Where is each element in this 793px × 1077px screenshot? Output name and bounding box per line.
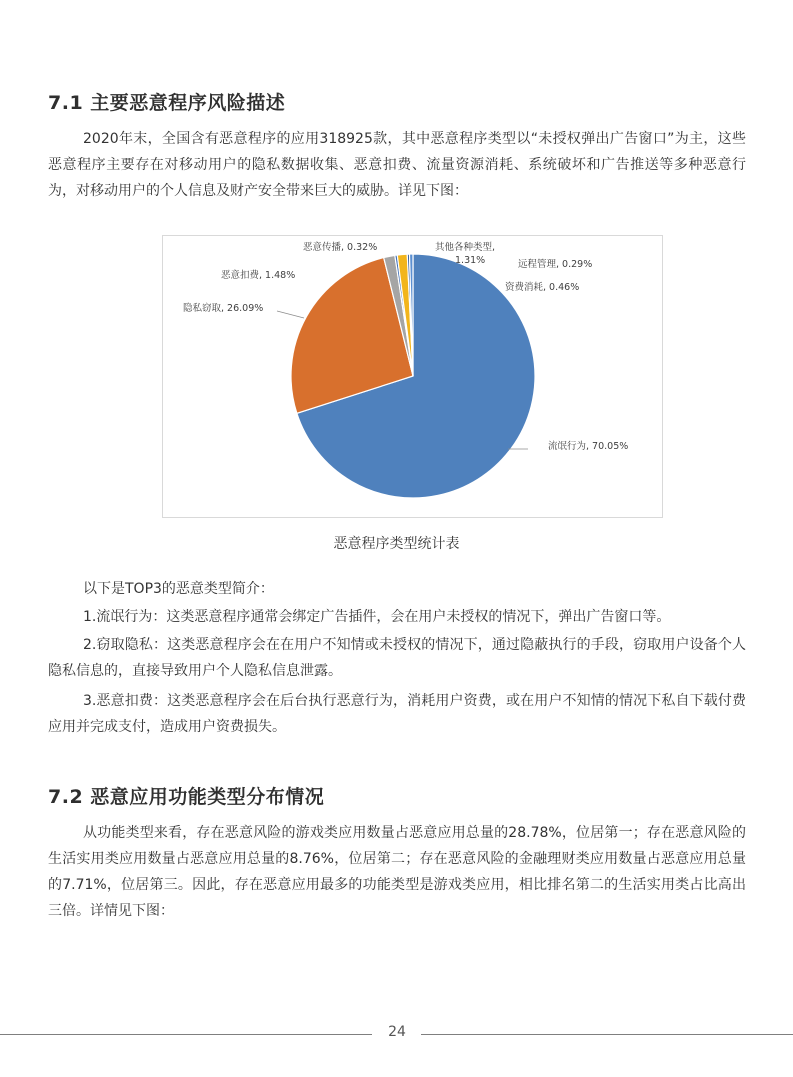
- pie-label-6: 资费消耗, 0.46%: [505, 282, 580, 293]
- top3-item-1: 1.流氓行为：这类恶意程序通常会绑定广告插件，会在用户未授权的情况下，弹出广告窗口等。: [83, 609, 671, 625]
- footer-rule-left: [0, 1034, 372, 1035]
- pie-label-2: 恶意扣费, 1.48%: [221, 270, 296, 281]
- page-number: 24: [388, 1024, 406, 1040]
- section-7-1-title: 7.1 主要恶意程序风险描述: [48, 92, 286, 114]
- leader-line-1: [277, 311, 304, 318]
- top3-item-2: 2.窃取隐私：这类恶意程序会在在用户不知情或未授权的情况下，通过隐蔽执行的手段，窃取用户设备个人隐私信息的，直接导致用户个人隐私信息泄露。: [48, 637, 746, 679]
- pie-chart: [163, 236, 662, 517]
- section-7-1-intro: 2020年末，全国含有恶意程序的应用318925款，其中恶意程序类型以“未授权弹出广告窗口”为主，这些恶意程序主要存在对移动用户的隐私数据收集、恶意扣费、流量资源消耗、系统破坏和广告推送等多种恶意行为，对移动用户的个人信息及财产安全带来巨大的威胁。详见下图：: [48, 131, 746, 199]
- footer-rule-right: [421, 1034, 793, 1035]
- top3-item-3: 3.恶意扣费：这类恶意程序会在后台执行恶意行为，消耗用户资费，或在用户不知情的情况下私自下载付费应用并完成支付，造成用户资费损失。: [48, 693, 746, 735]
- pie-label-1: 隐私窃取, 26.09%: [183, 303, 264, 314]
- pie-label-0: 流氓行为, 70.05%: [548, 441, 629, 452]
- top3-intro: 以下是TOP3的恶意类型简介：: [83, 581, 274, 597]
- pie-label-4-line2: 1.31%: [455, 255, 486, 266]
- pie-label-3: 恶意传播, 0.32%: [303, 242, 378, 253]
- pie-label-4: 其他各种类型,: [435, 242, 496, 253]
- pie-label-5: 远程管理, 0.29%: [518, 259, 593, 270]
- chart-caption: 恶意程序类型统计表: [333, 536, 460, 552]
- section-7-2-title: 7.2 恶意应用功能类型分布情况: [48, 786, 325, 808]
- section-7-2-body: 从功能类型来看，存在恶意风险的游戏类应用数量占恶意应用总量的28.78%，位居第一；存在恶意风险的生活实用类应用数量占恶意应用总量的8.76%，位居第二；存在恶意风险的金融理财类应用数量占恶意应用总量的7.71%，位居第三。因此，存在恶意应用最多的功能类型是游戏类应用，相比排名第二的生活实用类占比高出三倍。详情见下图：: [48, 825, 746, 919]
- pie-chart-frame: [162, 235, 663, 518]
